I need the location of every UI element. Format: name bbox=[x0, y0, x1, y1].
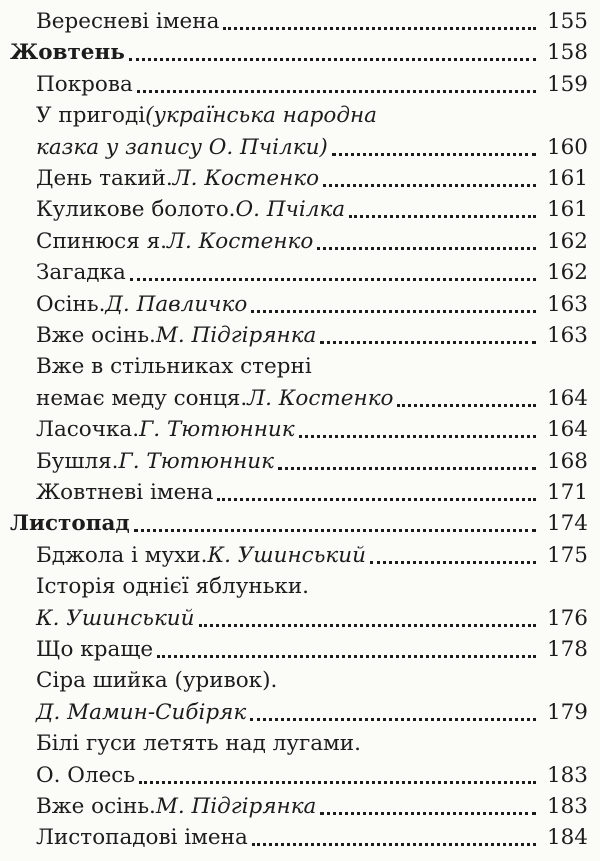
toc-entry-author: М. Підгірянка bbox=[155, 323, 317, 348]
toc-entry-title: Куликове болото. bbox=[36, 197, 236, 223]
toc-entry-title: Загадка bbox=[36, 260, 126, 286]
toc-page-number: 184 bbox=[546, 825, 588, 851]
toc-page-number: 159 bbox=[546, 71, 588, 97]
toc-page-number: 163 bbox=[546, 291, 588, 317]
toc-entry-author: К. Ушинський bbox=[36, 605, 195, 631]
toc-entry-title: Осінь. bbox=[36, 291, 106, 317]
dot-leader bbox=[251, 309, 536, 313]
dot-leader bbox=[199, 623, 537, 627]
dot-leader bbox=[139, 780, 536, 784]
toc-page-number: 179 bbox=[546, 699, 588, 725]
toc-page-number: 178 bbox=[546, 637, 588, 662]
toc-page-number: 164 bbox=[546, 417, 588, 443]
toc-page-number: 160 bbox=[546, 134, 588, 160]
toc-entry-title: Історія однієї яблуньки. bbox=[36, 574, 310, 600]
dot-leader bbox=[223, 26, 536, 30]
toc-page-number: 171 bbox=[546, 480, 588, 505]
toc-entry-title: немає меду сонця. bbox=[36, 385, 248, 411]
toc-entry-title: Покрова bbox=[36, 71, 133, 97]
dot-leader bbox=[129, 57, 536, 61]
dot-leader bbox=[349, 214, 536, 218]
toc-page-number: 174 bbox=[546, 511, 588, 537]
toc-entry-title: Що краще bbox=[36, 637, 154, 662]
toc-page-number: 176 bbox=[546, 605, 588, 631]
toc-entry-title: Вже в стільниках стерні bbox=[36, 354, 312, 380]
toc-entry-title: Вже осінь. bbox=[36, 323, 156, 348]
toc-page-number: 183 bbox=[546, 794, 588, 819]
dot-leader bbox=[332, 152, 536, 156]
dot-leader bbox=[323, 183, 536, 187]
dot-leader bbox=[320, 340, 536, 344]
toc-entry-author: М. Підгірянка bbox=[155, 794, 317, 819]
dot-leader bbox=[278, 466, 536, 470]
toc-entry-author: К. Ушинський bbox=[207, 542, 366, 568]
toc-entry-author: Л. Костенко bbox=[172, 166, 320, 191]
toc-entry-author: Л. Костенко bbox=[167, 228, 314, 254]
toc-page-number: 163 bbox=[546, 323, 588, 348]
toc-entry-author: (українська народна bbox=[145, 103, 377, 129]
dot-leader bbox=[250, 717, 536, 721]
toc-page-number: 161 bbox=[546, 197, 588, 223]
toc-page-number: 164 bbox=[546, 385, 588, 411]
dot-leader bbox=[130, 277, 536, 281]
toc-entry-title: О. Олесь bbox=[36, 762, 136, 788]
dot-leader bbox=[299, 434, 536, 438]
toc-entry-author: Г. Тютюнник bbox=[118, 448, 274, 474]
toc-entry-title: Листопадові імена bbox=[36, 825, 248, 851]
toc-entry-title: Бушля. bbox=[36, 448, 119, 474]
toc-entry bbox=[0, 816, 600, 852]
dot-leader bbox=[217, 497, 536, 501]
toc-page-number: 183 bbox=[546, 762, 588, 788]
toc-entry-author: Л. Костенко bbox=[247, 385, 394, 411]
toc-entry-title: У пригоді bbox=[36, 103, 146, 129]
toc-entry-title: Вже осінь. bbox=[36, 794, 156, 819]
toc-entry-author: Д. Мамин-Сибіряк bbox=[36, 699, 247, 725]
dot-leader bbox=[397, 403, 536, 407]
toc-entry-author: О. Пчілка bbox=[235, 197, 346, 223]
dot-leader bbox=[134, 528, 536, 532]
toc-page-number: 175 bbox=[546, 542, 588, 568]
toc-entry-title: Сіра шийка (уривок). bbox=[36, 668, 278, 694]
toc-entry-title: Жовтневі імена bbox=[36, 480, 214, 505]
toc-entry-author: Д. Павличко bbox=[105, 291, 248, 317]
toc-page-number: 162 bbox=[546, 228, 588, 254]
dot-leader bbox=[317, 246, 536, 250]
toc-page-number: 161 bbox=[546, 166, 588, 191]
dot-leader bbox=[157, 654, 536, 658]
toc-page-number: 155 bbox=[546, 9, 588, 34]
toc-page-number: 158 bbox=[546, 40, 588, 66]
toc-entry-title: Бджола і мухи. bbox=[36, 542, 208, 568]
toc-page-number: 168 bbox=[546, 448, 588, 474]
toc-page-number: 162 bbox=[546, 260, 588, 286]
toc-entry-author: казка у запису О. Пчілки) bbox=[36, 134, 328, 160]
toc-entry-title: Спинюся я. bbox=[36, 228, 167, 254]
dot-leader bbox=[137, 89, 536, 93]
toc-entry-title: Вересневі імена bbox=[36, 9, 220, 34]
toc-entry-author: Г. Тютюнник bbox=[139, 417, 295, 443]
toc-entry-title: День такий. bbox=[36, 166, 173, 191]
toc-entry-title: Листопад bbox=[10, 511, 130, 537]
dot-leader bbox=[370, 560, 536, 564]
toc-entry-title: Білі гуси летять над лугами. bbox=[36, 731, 361, 757]
dot-leader bbox=[320, 811, 536, 815]
toc-entry-title: Ласочка. bbox=[36, 417, 140, 443]
dot-leader bbox=[252, 842, 536, 846]
toc-entry-title: Жовтень bbox=[10, 40, 125, 66]
